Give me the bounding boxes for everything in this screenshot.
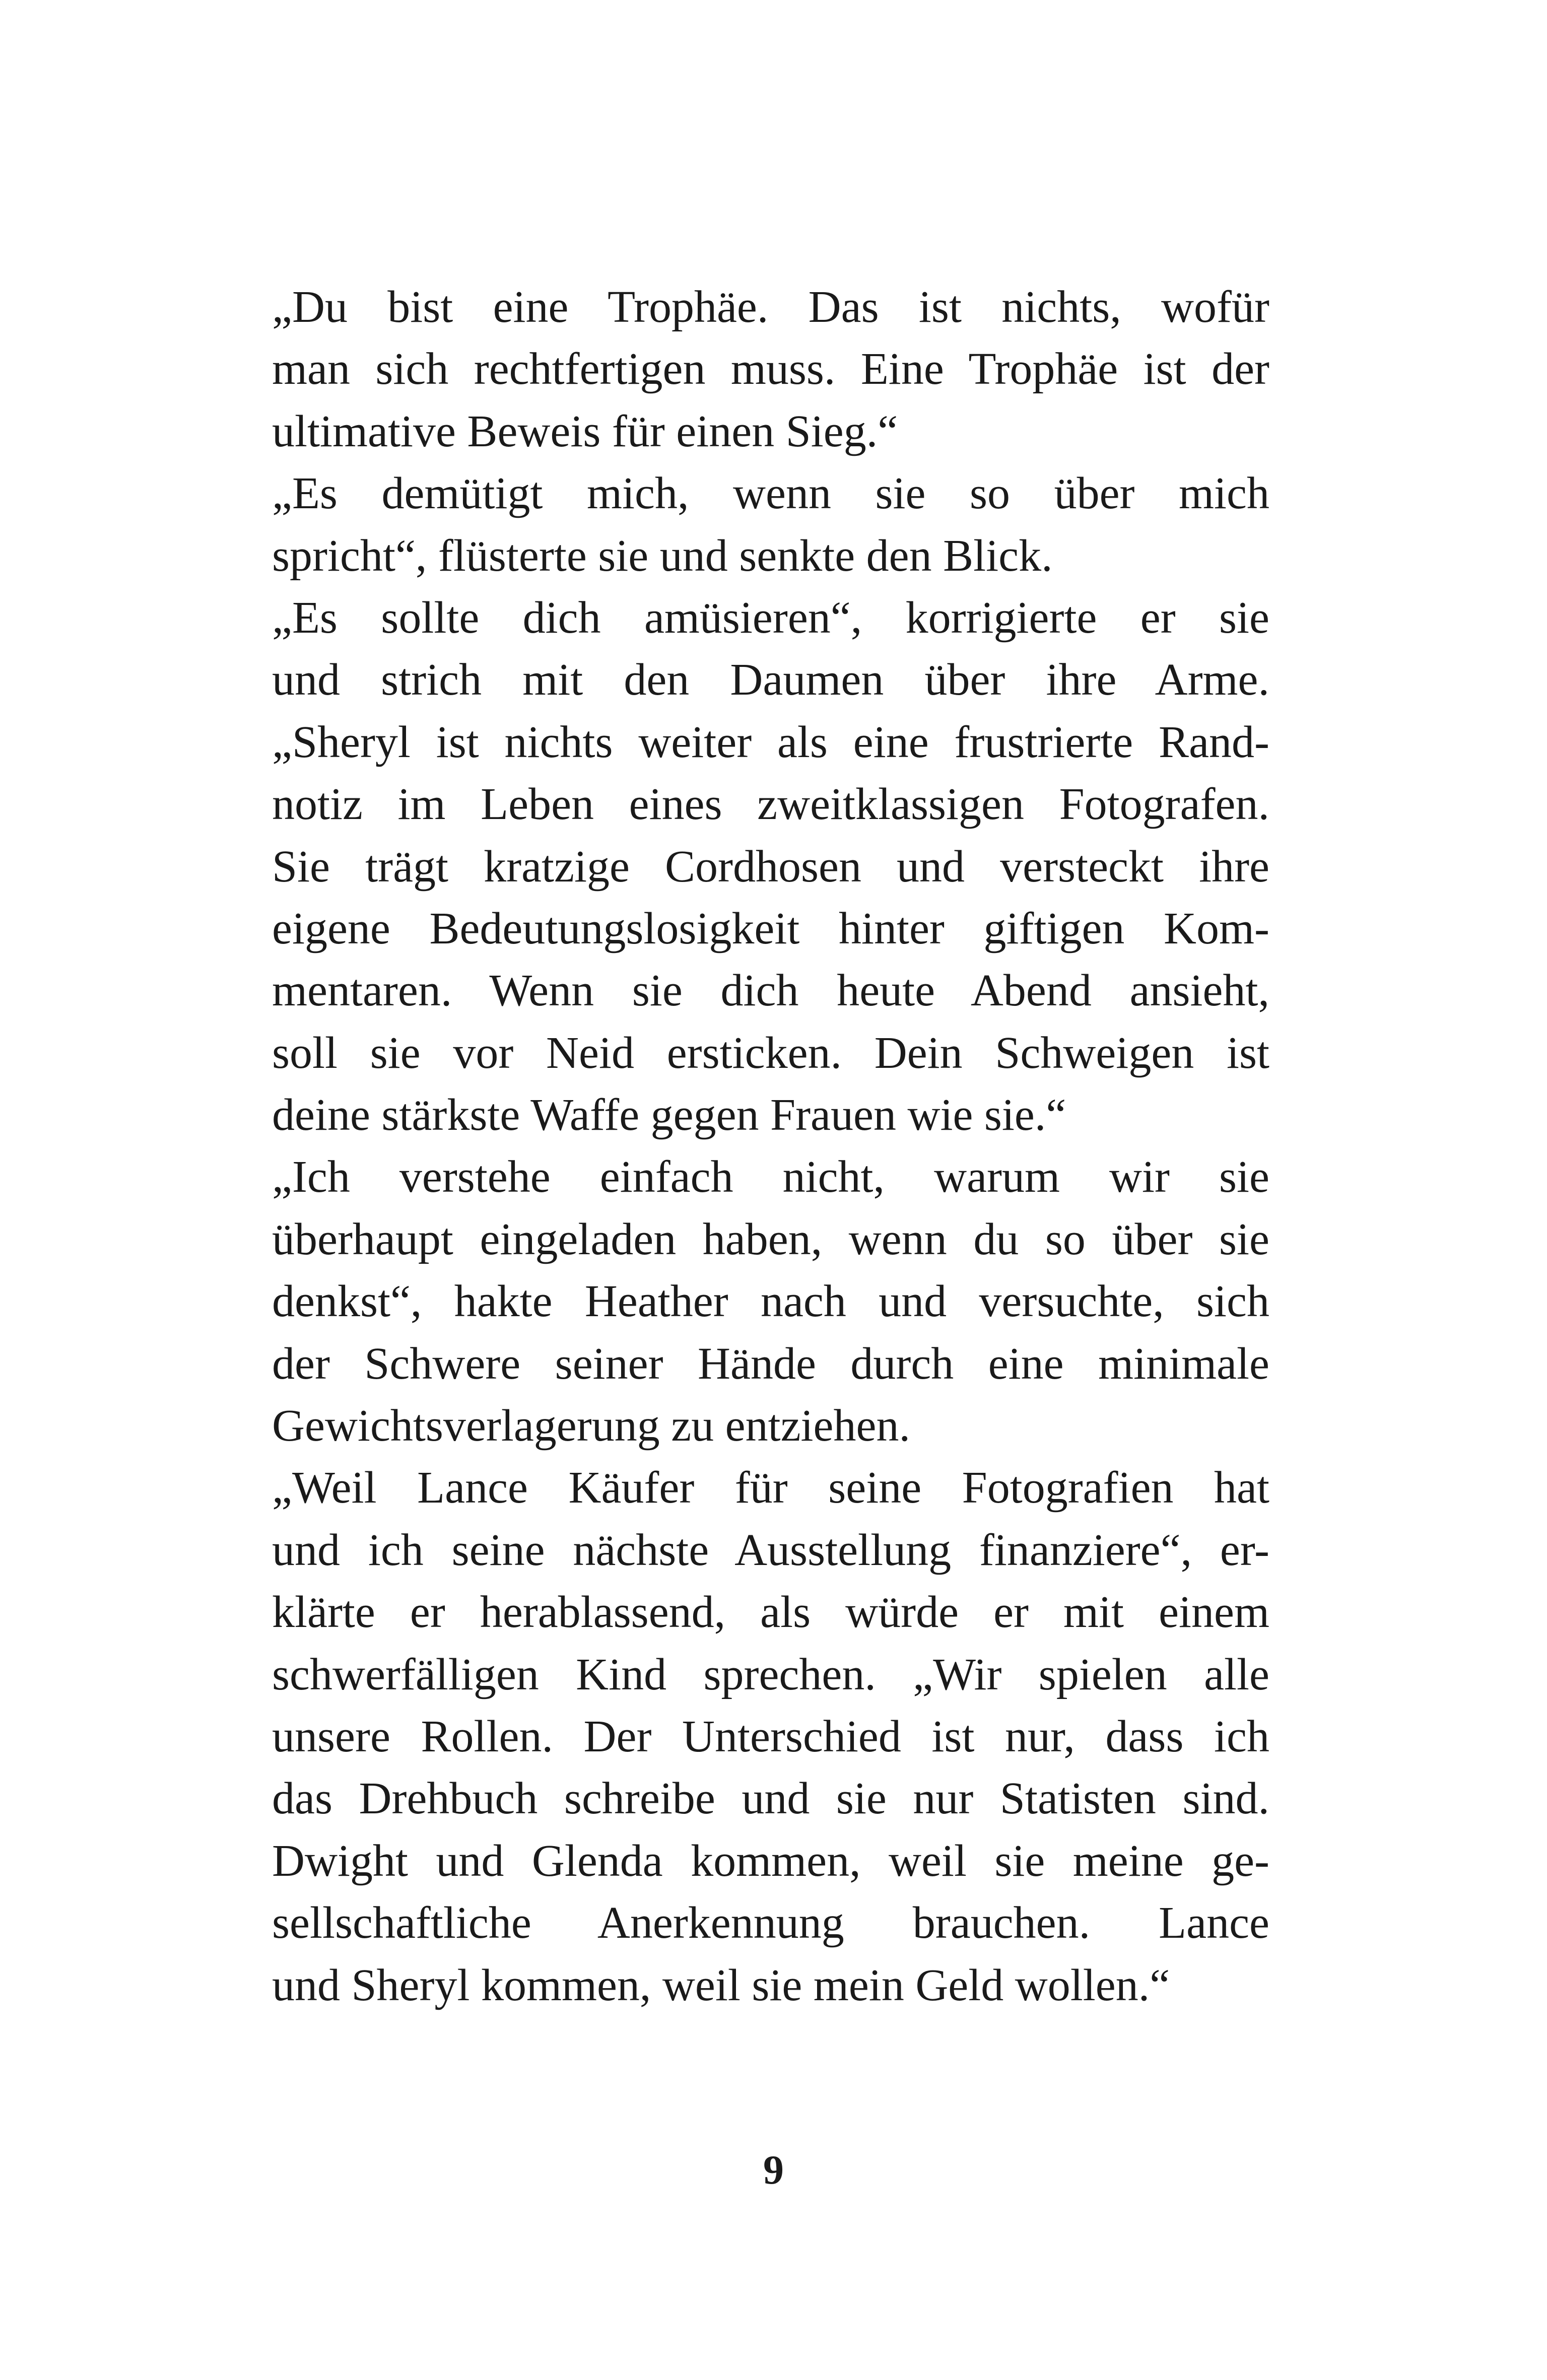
text-line: man sich rechtfertigen muss. Eine Trophäe ist der xyxy=(272,344,1269,394)
text-line: überhaupt eingeladen haben, wenn du so über sie xyxy=(272,1214,1269,1264)
text-line: klärte er herablassend, als würde er mit einem xyxy=(272,1587,1269,1638)
text-line: das Drehbuch schreibe und sie nur Statisten sind. xyxy=(272,1774,1269,1824)
text-line: „Ich verstehe einfach nicht, warum wir sie xyxy=(272,1152,1269,1202)
text-line: „Sheryl ist nichts weiter als eine frustrierte Rand- xyxy=(272,717,1269,767)
text-line: und Sheryl kommen, weil sie mein Geld wollen.“ xyxy=(272,1960,1170,2010)
text-line: „Es demütigt mich, wenn sie so über mich xyxy=(272,468,1269,519)
text-line: „Du bist eine Trophäe. Das ist nichts, wofür xyxy=(272,282,1269,332)
text-line: spricht“, flüsterte sie und senkte den Blick. xyxy=(272,530,1053,581)
text-line: notiz im Leben eines zweitklassigen Fotografen. xyxy=(272,779,1269,830)
text-line: ultimative Beweis für einen Sieg.“ xyxy=(272,406,898,456)
text-line: soll sie vor Neid ersticken. Dein Schweigen ist xyxy=(272,1028,1269,1078)
text-line: sellschaftliche Anerkennung brauchen. Lance xyxy=(272,1898,1269,1948)
text-line: und strich mit den Daumen über ihre Arme. xyxy=(272,655,1269,705)
text-line: „Weil Lance Käufer für seine Fotografien hat xyxy=(272,1463,1269,1513)
text-line: Dwight und Glenda kommen, weil sie meine ge- xyxy=(272,1835,1269,1886)
text-line: und ich seine nächste Ausstellung finanziere“, er- xyxy=(272,1525,1269,1575)
page-number: 9 xyxy=(763,2147,784,2193)
text-line: Sie trägt kratzige Cordhosen und versteckt ihre xyxy=(272,841,1269,892)
text-line: unsere Rollen. Der Unterschied ist nur, dass ich xyxy=(272,1711,1269,1761)
text-line: eigene Bedeutungslosigkeit hinter giftigen Kom- xyxy=(272,903,1269,954)
text-line: deine stärkste Waffe gegen Frauen wie sie.“ xyxy=(272,1090,1066,1140)
body-text xyxy=(272,276,1269,2016)
text-line: Gewichtsverlagerung zu entziehen. xyxy=(272,1401,910,1451)
text-line: denkst“, hakte Heather nach und versuchte, sich xyxy=(272,1276,1269,1327)
text-line: „Es sollte dich amüsieren“, korrigierte er sie xyxy=(272,592,1269,643)
text-line: schwerfälligen Kind sprechen. „Wir spielen alle xyxy=(272,1649,1269,1699)
text-line: mentaren. Wenn sie dich heute Abend ansieht, xyxy=(272,966,1269,1016)
text-line: der Schwere seiner Hände durch eine minimale xyxy=(272,1338,1269,1389)
